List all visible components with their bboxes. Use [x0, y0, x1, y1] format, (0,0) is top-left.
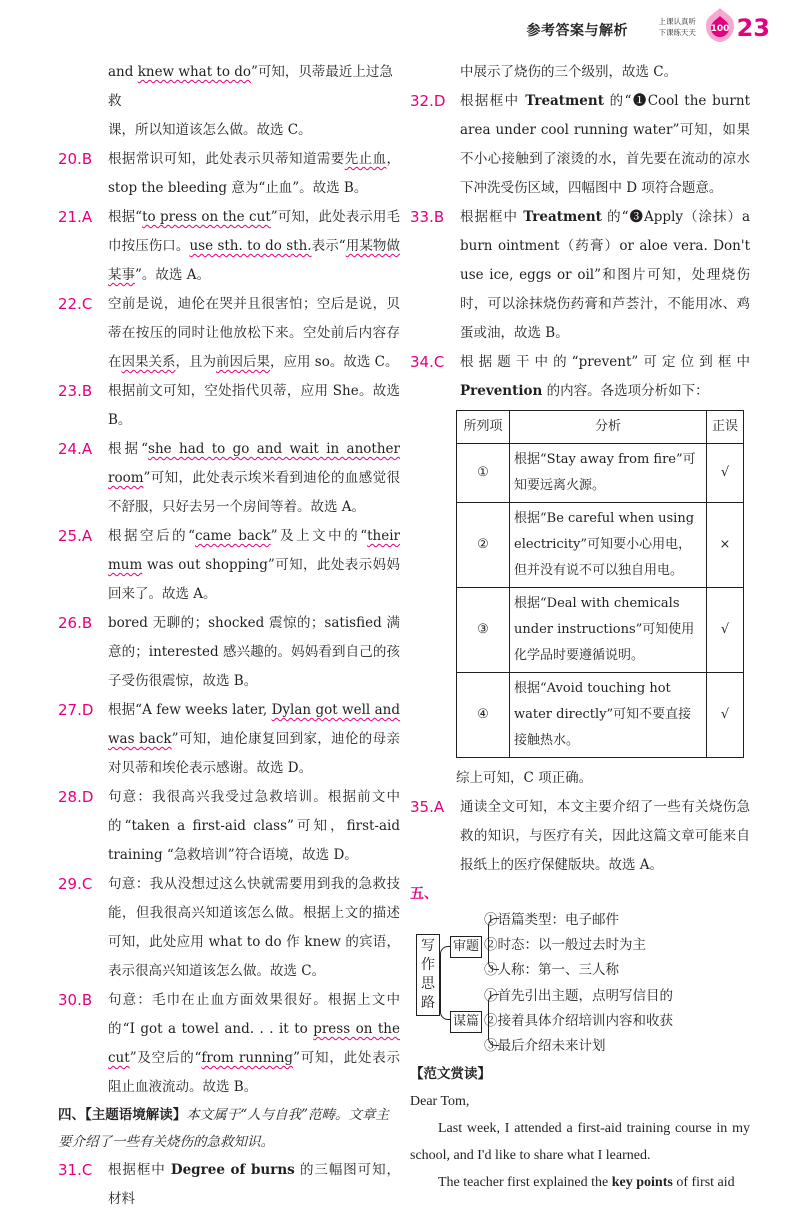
- essay-paragraph: Last week, I attended a first-aid training course in my school, and I'd like to share what I learned.: [410, 1121, 750, 1163]
- table-cell-item: ④: [457, 673, 510, 758]
- section-4-theme: 四、【主题语境解读】本文属于“人与自我”范畴。文章主要介绍了一些有关烧伤的急救知识。: [58, 1107, 390, 1150]
- answer-explanation: 根据框中 Treatment 的“❶Cool the burnt area under cool running water”可知，如果不小心接触到了滚烫的水，首先要在流动的凉水下冲洗受伤区域，四幅图中 D 项符合题意。: [460, 93, 751, 196]
- header-slogan-line2: 下课练天天: [658, 28, 696, 37]
- answer-explanation: 句意：毛巾在止血方面效果很好。根据上文中的“I got a towel and. . . it to press on the cut”及空后的“from running”可知，此处表示阻止血液流动。故选 B。: [108, 992, 400, 1095]
- answer-number: 31.C: [58, 1161, 93, 1179]
- answer-explanation: 句意：我很高兴我受过急救培训。根据前文中的“taken a first-aid class”可知，first-aid training “急救培训”符合语境，故选 D。: [108, 789, 400, 863]
- answer-20: [58, 145, 400, 203]
- q34-conclusion: 综上可知，C 项正确。: [456, 770, 593, 786]
- table-cell-analysis: 根据“Deal with chemicals under instructions”可知使用化学品时要遵循说明。: [510, 588, 707, 673]
- answer-explanation: 根据前文可知，空处指代贝蒂，应用 She。故选 B。: [108, 383, 400, 428]
- table-cell-analysis: 根据“Stay away from fire”可知要远离火源。: [510, 444, 707, 503]
- answer-23: [58, 377, 400, 435]
- answer-number: 33.B: [410, 208, 445, 226]
- answer-21: [58, 203, 400, 290]
- answer-explanation: 根据题干中的“prevent”可定位到框中 Prevention 的内容。各选项分析如下：: [460, 354, 750, 399]
- answer-29: [58, 870, 400, 986]
- answer-number: 28.D: [58, 788, 94, 806]
- mindmap-item: ②时态：以一般过去时为主: [484, 937, 646, 953]
- mindmap-item: ①语篇类型：电子邮件: [484, 912, 619, 928]
- table-header: 正误: [707, 411, 744, 444]
- answer-31: [58, 1156, 400, 1214]
- answer-explanation: 根据“she had to go and wait in another room”可知，此处表示埃米看到迪伦的血感觉很不舒服，只好去另一个房间等着。故选 A。: [108, 441, 400, 515]
- answer-explanation: 通读全文可知，本文主要介绍了一些有关烧伤急救的知识，与医疗有关，因此这篇文章可能来自报纸上的医疗保健版块。故选 A。: [460, 799, 750, 873]
- section-5-label: 五、: [410, 886, 438, 902]
- answer-explanation: bored 无聊的；shocked 震惊的；satisfied 满意的；interested 感兴趣的。妈妈看到自己的孩子受伤很震惊，故选 B。: [108, 615, 400, 689]
- answer-number: 26.B: [58, 614, 93, 632]
- answer-explanation: 根据空后的“came back”及上文中的“their mum was out shopping”可知，此处表示妈妈回来了。故选 A。: [108, 528, 400, 602]
- essay-paragraph: The teacher first explained the key points of first aid: [438, 1175, 735, 1190]
- writing-mindmap: [410, 908, 750, 1058]
- options-analysis-table: [456, 410, 744, 758]
- q31-continuation: 中展示了烧伤的三个级别，故选 C。: [460, 64, 678, 80]
- sample-essay: [410, 1088, 750, 1196]
- table-header: 所列项: [457, 411, 510, 444]
- answer-explanation: 根据框中 Treatment 的“❸Apply（涂抹）a burn ointment（药膏）or aloe vera. Don't use ice, eggs or oil”和图片可知，处理烧伤时，可以涂抹烧伤药膏和芦荟汁，不能用冰、鸡蛋或油，故选 B。: [460, 209, 750, 341]
- table-row: [457, 673, 744, 758]
- mindmap-item: ③最后介绍未来计划: [484, 1038, 606, 1054]
- sample-essay-heading: 【范文赏读】: [410, 1066, 491, 1082]
- table-row: [457, 588, 744, 673]
- answer-24: [58, 435, 400, 522]
- answer-34: [410, 348, 750, 406]
- table-cell-item: ①: [457, 444, 510, 503]
- table-cell-item: ②: [457, 503, 510, 588]
- answer-32: [410, 87, 750, 203]
- answer-number: 35.A: [410, 798, 445, 816]
- answer-30: [58, 986, 400, 1102]
- table-cell-mark: √: [707, 444, 744, 503]
- answer-number: 20.B: [58, 150, 93, 168]
- mindmap-item: ①首先引出主题，点明写信目的: [484, 988, 673, 1004]
- table-header-row: [457, 411, 744, 444]
- answer-number: 32.D: [410, 92, 446, 110]
- brand-logo-icon: [702, 4, 738, 46]
- mindmap-root: 写作思路: [416, 934, 440, 1016]
- answer-number: 34.C: [410, 353, 445, 371]
- table-cell-mark: √: [707, 673, 744, 758]
- table-cell-analysis: 根据“Avoid touching hot water directly”可知不要直接接触热水。: [510, 673, 707, 758]
- answer-22: [58, 290, 400, 377]
- left-column: [58, 58, 400, 1214]
- answer-explanation: 根据常识可知，此处表示贝蒂知道需要先止血，stop the bleeding 意为“止血”。故选 B。: [108, 151, 401, 196]
- answer-number: 30.B: [58, 991, 93, 1009]
- right-column: [410, 58, 750, 1196]
- answer-explanation: 空前是说，迪伦在哭并且很害怕；空后是说，贝蒂在按压的同时让他放松下来。空处前后内容存在因果关系，且为前因后果，应用 so。故选 C。: [108, 296, 400, 370]
- table-header: 分析: [510, 411, 707, 444]
- answer-26: [58, 609, 400, 696]
- answer-number: 23.B: [58, 382, 93, 400]
- mindmap-item: ②接着具体介绍培训内容和收获: [484, 1013, 673, 1029]
- answer-28: [58, 783, 400, 870]
- answer-explanation: 句意：我从没想过这么快就需要用到我的急救技能，但我很高兴知道该怎么做。根据上文的描述可知，此处应用 what to do 作 knew 的宾语，表示很高兴知道该怎么做。故选 C。: [108, 876, 400, 979]
- answer-33: [410, 203, 750, 348]
- table-row: [457, 503, 744, 588]
- answer-27: [58, 696, 400, 783]
- section-4-label: 四、【主题语境解读】: [58, 1107, 187, 1123]
- table-row: [457, 444, 744, 503]
- table-cell-analysis: 根据“Be careful when using electricity”可知要小心用电，但并没有说不可以独自用电。: [510, 503, 707, 588]
- header-slogan: [659, 16, 697, 38]
- answer-25: [58, 522, 400, 609]
- table-cell-item: ③: [457, 588, 510, 673]
- answer-number: 24.A: [58, 440, 93, 458]
- answer-number: 27.D: [58, 701, 94, 719]
- answer-number: 29.C: [58, 875, 93, 893]
- page-header: [0, 0, 800, 52]
- header-title: 参考答案与解析: [526, 23, 628, 39]
- answer-explanation: 根据“A few weeks later, Dylan got well and was back”可知，迪伦康复回到家，迪伦的母亲对贝蒂和埃伦表示感谢。故选 D。: [108, 702, 400, 776]
- q19-continuation: and knew what to do”可知，贝蒂最近上过急救 课，所以知道该怎么做。故选 C。: [108, 64, 393, 138]
- answer-35: [410, 793, 750, 880]
- table-cell-mark: ×: [707, 503, 744, 588]
- answer-number: 21.A: [58, 208, 93, 226]
- mindmap-branch-plan: 谋篇: [450, 1011, 482, 1033]
- page-number: 23: [736, 14, 770, 42]
- answer-explanation: 根据“to press on the cut”可知，此处表示用毛巾按压伤口。use sth. to do sth.表示“用某物做某事”。故选 A。: [108, 209, 401, 283]
- mindmap-item: ③人称：第一、三人称: [484, 962, 619, 978]
- answer-number: 25.A: [58, 527, 93, 545]
- answer-explanation: 根据框中 Degree of burns 的三幅图可知，材料: [108, 1162, 400, 1207]
- answer-number: 22.C: [58, 295, 93, 313]
- header-slogan-line1: 上课认真听: [658, 17, 696, 26]
- mindmap-branch-review: 审题: [450, 936, 482, 958]
- table-cell-mark: √: [707, 588, 744, 673]
- essay-salutation: Dear Tom,: [410, 1094, 470, 1109]
- logo-text: 100: [710, 24, 730, 34]
